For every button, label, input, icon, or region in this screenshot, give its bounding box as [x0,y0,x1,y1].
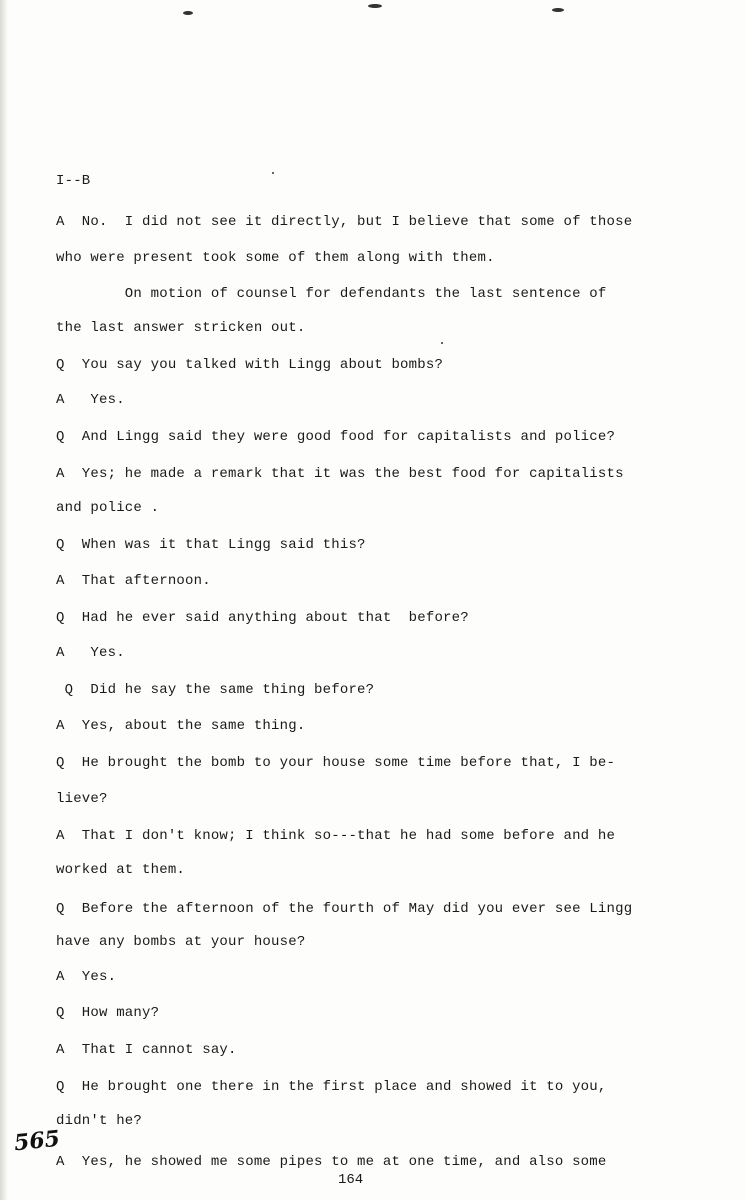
transcript-line: Q When was it that Lingg said this? [56,537,366,553]
binding-edge [0,0,8,1200]
transcript-line: A Yes, about the same thing. [56,718,306,734]
section-label: I--B [56,173,91,189]
transcript-line: A That I cannot say. [56,1042,237,1058]
transcript-line: lieve? [56,791,108,807]
ink-speck [183,11,193,15]
transcript-line: Q Had he ever said anything about that before? [56,610,469,626]
ink-speck [272,172,274,174]
transcript-line: A Yes. [56,645,125,661]
transcript-line: didn't he? [56,1113,143,1129]
transcript-line: Q He brought one there in the first place and showed it to you, [56,1079,607,1095]
transcript-line: Q You say you talked with Lingg about bombs? [56,357,444,373]
transcript-line: have any bombs at your house? [56,934,306,950]
transcript-line: who were present took some of them along with them. [56,250,495,266]
ink-speck [552,8,564,12]
transcript-line: A No. I did not see it directly, but I believe that some of those [56,214,633,230]
transcript-line: Q And Lingg said they were good food for capitalists and police? [56,429,616,445]
transcript-line: Q Before the afternoon of the fourth of May did you ever see Lingg [56,901,633,917]
page-number: 164 [338,1172,364,1188]
transcript-line: A Yes, he showed me some pipes to me at one time, and also some [56,1154,607,1170]
transcript-line: A That afternoon. [56,573,211,589]
transcript-line: On motion of counsel for defendants the last sentence of [56,286,607,302]
ink-speck [441,342,443,344]
transcript-line: the last answer stricken out. [56,320,306,336]
transcript-line: worked at them. [56,862,186,878]
ink-speck [368,4,382,8]
transcript-line: A Yes. [56,969,117,985]
transcript-line: Q He brought the bomb to your house some time before that, I be- [56,755,616,771]
transcript-line: Q How many? [56,1005,160,1021]
transcript-line: A Yes; he made a remark that it was the best food for capitalists [56,466,624,482]
transcript-line: Q Did he say the same thing before? [56,682,375,698]
transcript-line: A Yes. [56,392,125,408]
transcript-line: A That I don't know; I think so---that he had some before and he [56,828,616,844]
handwritten-page-note: 565 [12,1125,62,1157]
transcript-line: and police . [56,500,160,516]
